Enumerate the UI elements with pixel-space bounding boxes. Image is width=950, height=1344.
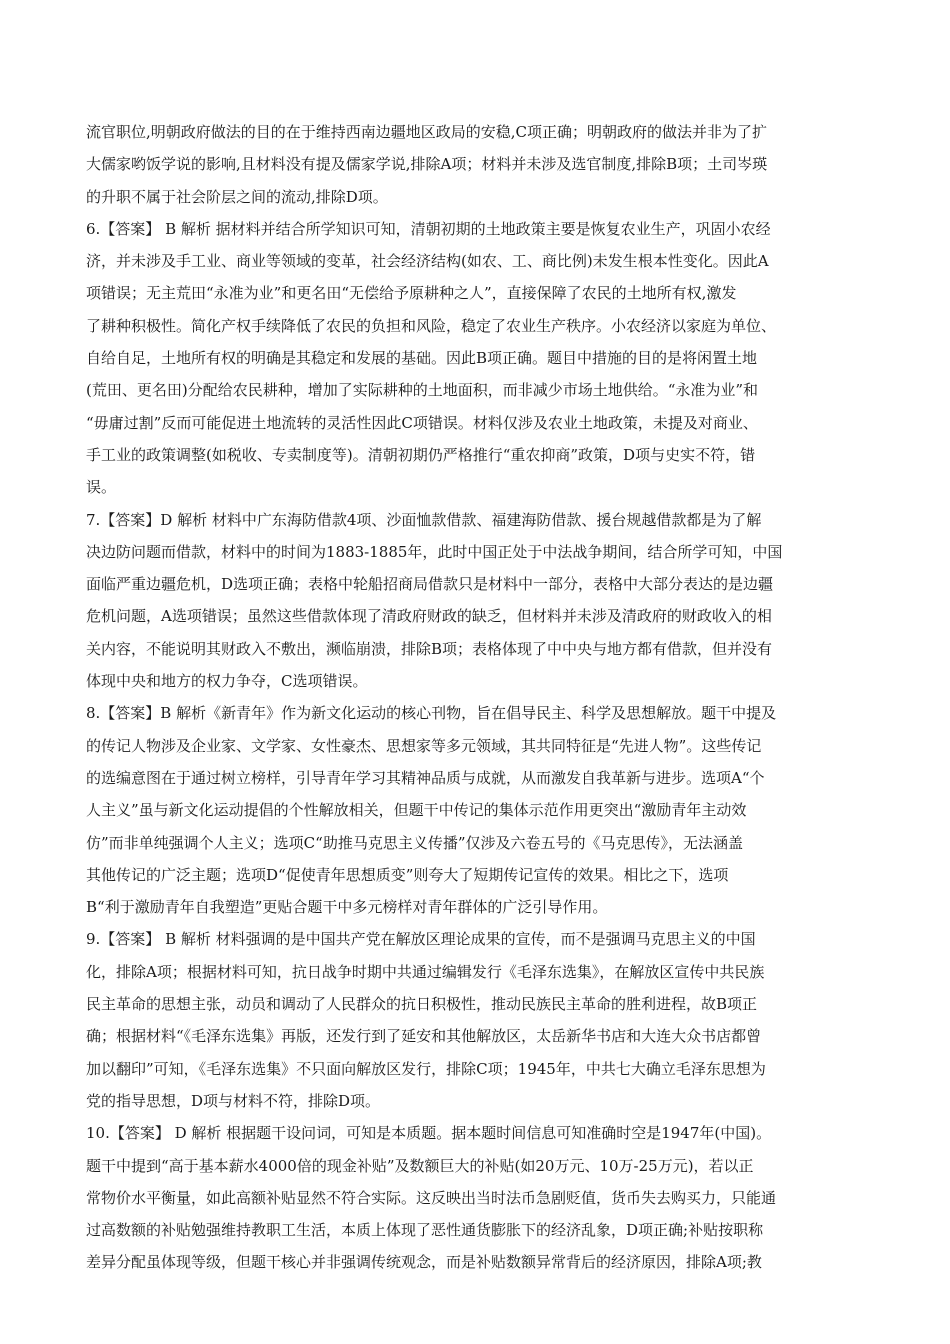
text-line: 题干中提到“高于基本薪水4000倍的现金补贴”及数额巨大的补贴(如20万元、10万-25万元)，若以正 <box>86 1156 754 1175</box>
text-line: 差异分配虽体现等级，但题干核心并非强调传统观念，而是补贴数额异常背后的经济原因，排除A项;教 <box>86 1253 762 1272</box>
text-line: 自给自足，土地所有权的明确是其稳定和发展的基础。因此B项正确。题目中措施的目的是将闲置土地 <box>86 349 758 368</box>
text-line: 手工业的政策调整(如税收、专卖制度等)。清朝初期仍严格推行“重农抑商”政策，D项与史实不符，错 <box>86 445 756 464</box>
text-line: 人主义”虽与新文化运动提倡的个性解放相关，但题干中传记的集体示范作用更突出“激励青年主动效 <box>86 801 747 820</box>
text-line: 济，并未涉及手工业、商业等领域的变革，社会经济结构(如农、工、商比例)未发生根本性变化。因此A <box>86 252 769 271</box>
text-line: 仿”而非单纯强调个人主义；选项C“助推马克思主义传播”仅涉及六卷五号的《马克思传》，无法涵盖 <box>86 833 743 852</box>
text-line: B“利于激励青年自我塑造”更贴合题干中多元榜样对青年群体的广泛引导作用。 <box>86 898 608 917</box>
answer-8-line: 8.【答案】B 解析《新青年》作为新文化运动的核心刊物，旨在倡导民主、科学及思想解放。题干中提及 <box>86 704 777 723</box>
text-line: 的选编意图在于通过树立榜样，引导青年学习其精神品质与成就，从而激发自我革新与进步。选项A“个 <box>86 768 765 787</box>
text-line: 过高数额的补贴勉强维持教职工生活，本质上体现了恶性通货膨胀下的经济乱象，D项正确;补贴按职称 <box>86 1221 764 1240</box>
text-line: 其他传记的广泛主题；选项D“促使青年思想质变”则夸大了短期传记宣传的效果。相比之下，选项 <box>86 865 729 884</box>
answer-6-line: 6.【答案】 B 解析 据材料并结合所学知识可知，清朝初期的土地政策主要是恢复农业生产，巩固小农经 <box>86 219 771 238</box>
text-line: (荒田、更名田)分配给农民耕种，增加了实际耕种的土地面积，而非减少市场土地供给。“永准为业”和 <box>86 381 759 400</box>
text-line: 危机问题，A选项错误；虽然这些借款体现了清政府财政的缺乏，但材料并未涉及清政府的财政收入的相 <box>86 607 772 626</box>
text-line: 流官职位,明朝政府做法的目的在于维持西南边疆地区政局的安稳,C项正确；明朝政府的做法并非为了扩 <box>86 123 768 141</box>
text-line: 的升职不属于社会阶层之间的流动,排除D项。 <box>86 187 388 206</box>
text-line: 体现中央和地方的权力争夺，C选项错误。 <box>86 672 368 691</box>
text-line: 决边防问题而借款，材料中的时间为1883-1885年，此时中国正处于中法战争期间，结合所学可知，中国 <box>86 542 783 561</box>
text-line: 大儒家哟饭学说的影响,且材料没有提及儒家学说,排除A项；材料并未涉及选官制度,排除B项；土司岑瑛 <box>86 155 768 174</box>
text-line: 面临严重边疆危机，D选项正确；表格中轮船招商局借款只是材料中一部分，表格中大部分表达的是边疆 <box>86 575 774 594</box>
text-line: 的传记人物涉及企业家、文学家、女性豪杰、思想家等多元领域，其共同特征是“先进人物”。这些传记 <box>86 736 762 755</box>
document-body <box>86 116 866 1279</box>
text-line: 项错误；无主荒田“永准为业”和更名田“无偿给予原耕种之人”，直接保障了农民的土地所有权,激发 <box>86 284 737 303</box>
answer-7-line: 7.【答案】D 解析 材料中广东海防借款4项、沙面恤款借款、福建海防借款、援台规越借款都是为了解 <box>86 510 762 529</box>
text-line: 常物价水平衡量，如此高额补贴显然不符合实际。这反映出当时法币急剧贬值，货币失去购买力，只能通 <box>86 1188 777 1207</box>
answer-10-line: 10.【答案】 D 解析 根据题干设问词，可知是本质题。据本题时间信息可知准确时空是1947年(中国)。 <box>86 1124 772 1143</box>
text-line: 了耕种积极性。简化产权手续降低了农民的负担和风险，稳定了农业生产秩序。小农经济以家庭为单位、 <box>86 316 777 335</box>
text-line: “毋庸过割”反而可能促进土地流转的灵活性因此C项错误。材料仅涉及农业土地政策，未提及对商业、 <box>86 413 758 432</box>
text-line: 关内容，不能说明其财政入不敷出，濒临崩溃，排除B项；表格体现了中中央与地方都有借款，但并没有 <box>86 639 773 658</box>
text-line: 误。 <box>86 478 117 497</box>
text-line: 党的指导思想，D项与材料不符，排除D项。 <box>86 1091 381 1110</box>
text-line: 加以翻印”可知，《毛泽东选集》不只面向解放区发行，排除C项；1945年，中共七大确立毛泽东思想为 <box>86 1059 766 1078</box>
answer-9-line: 9.【答案】 B 解析 材料强调的是中国共产党在解放区理论成果的宣传，而不是强调马克思主义的中国 <box>86 930 756 949</box>
text-line: 化，排除A项；根据材料可知，抗日战争时期中共通过编辑发行《毛泽东选集》，在解放区宣传中共民族 <box>86 962 765 981</box>
text-line: 确；根据材料“《毛泽东选集》再版，还发行到了延安和其他解放区，太岳新华书店和大连大众书店都曾 <box>86 1027 762 1046</box>
text-line: 民主革命的思想主张，动员和调动了人民群众的抗日积极性，推动民族民主革命的胜利进程，故B项正 <box>86 995 758 1014</box>
